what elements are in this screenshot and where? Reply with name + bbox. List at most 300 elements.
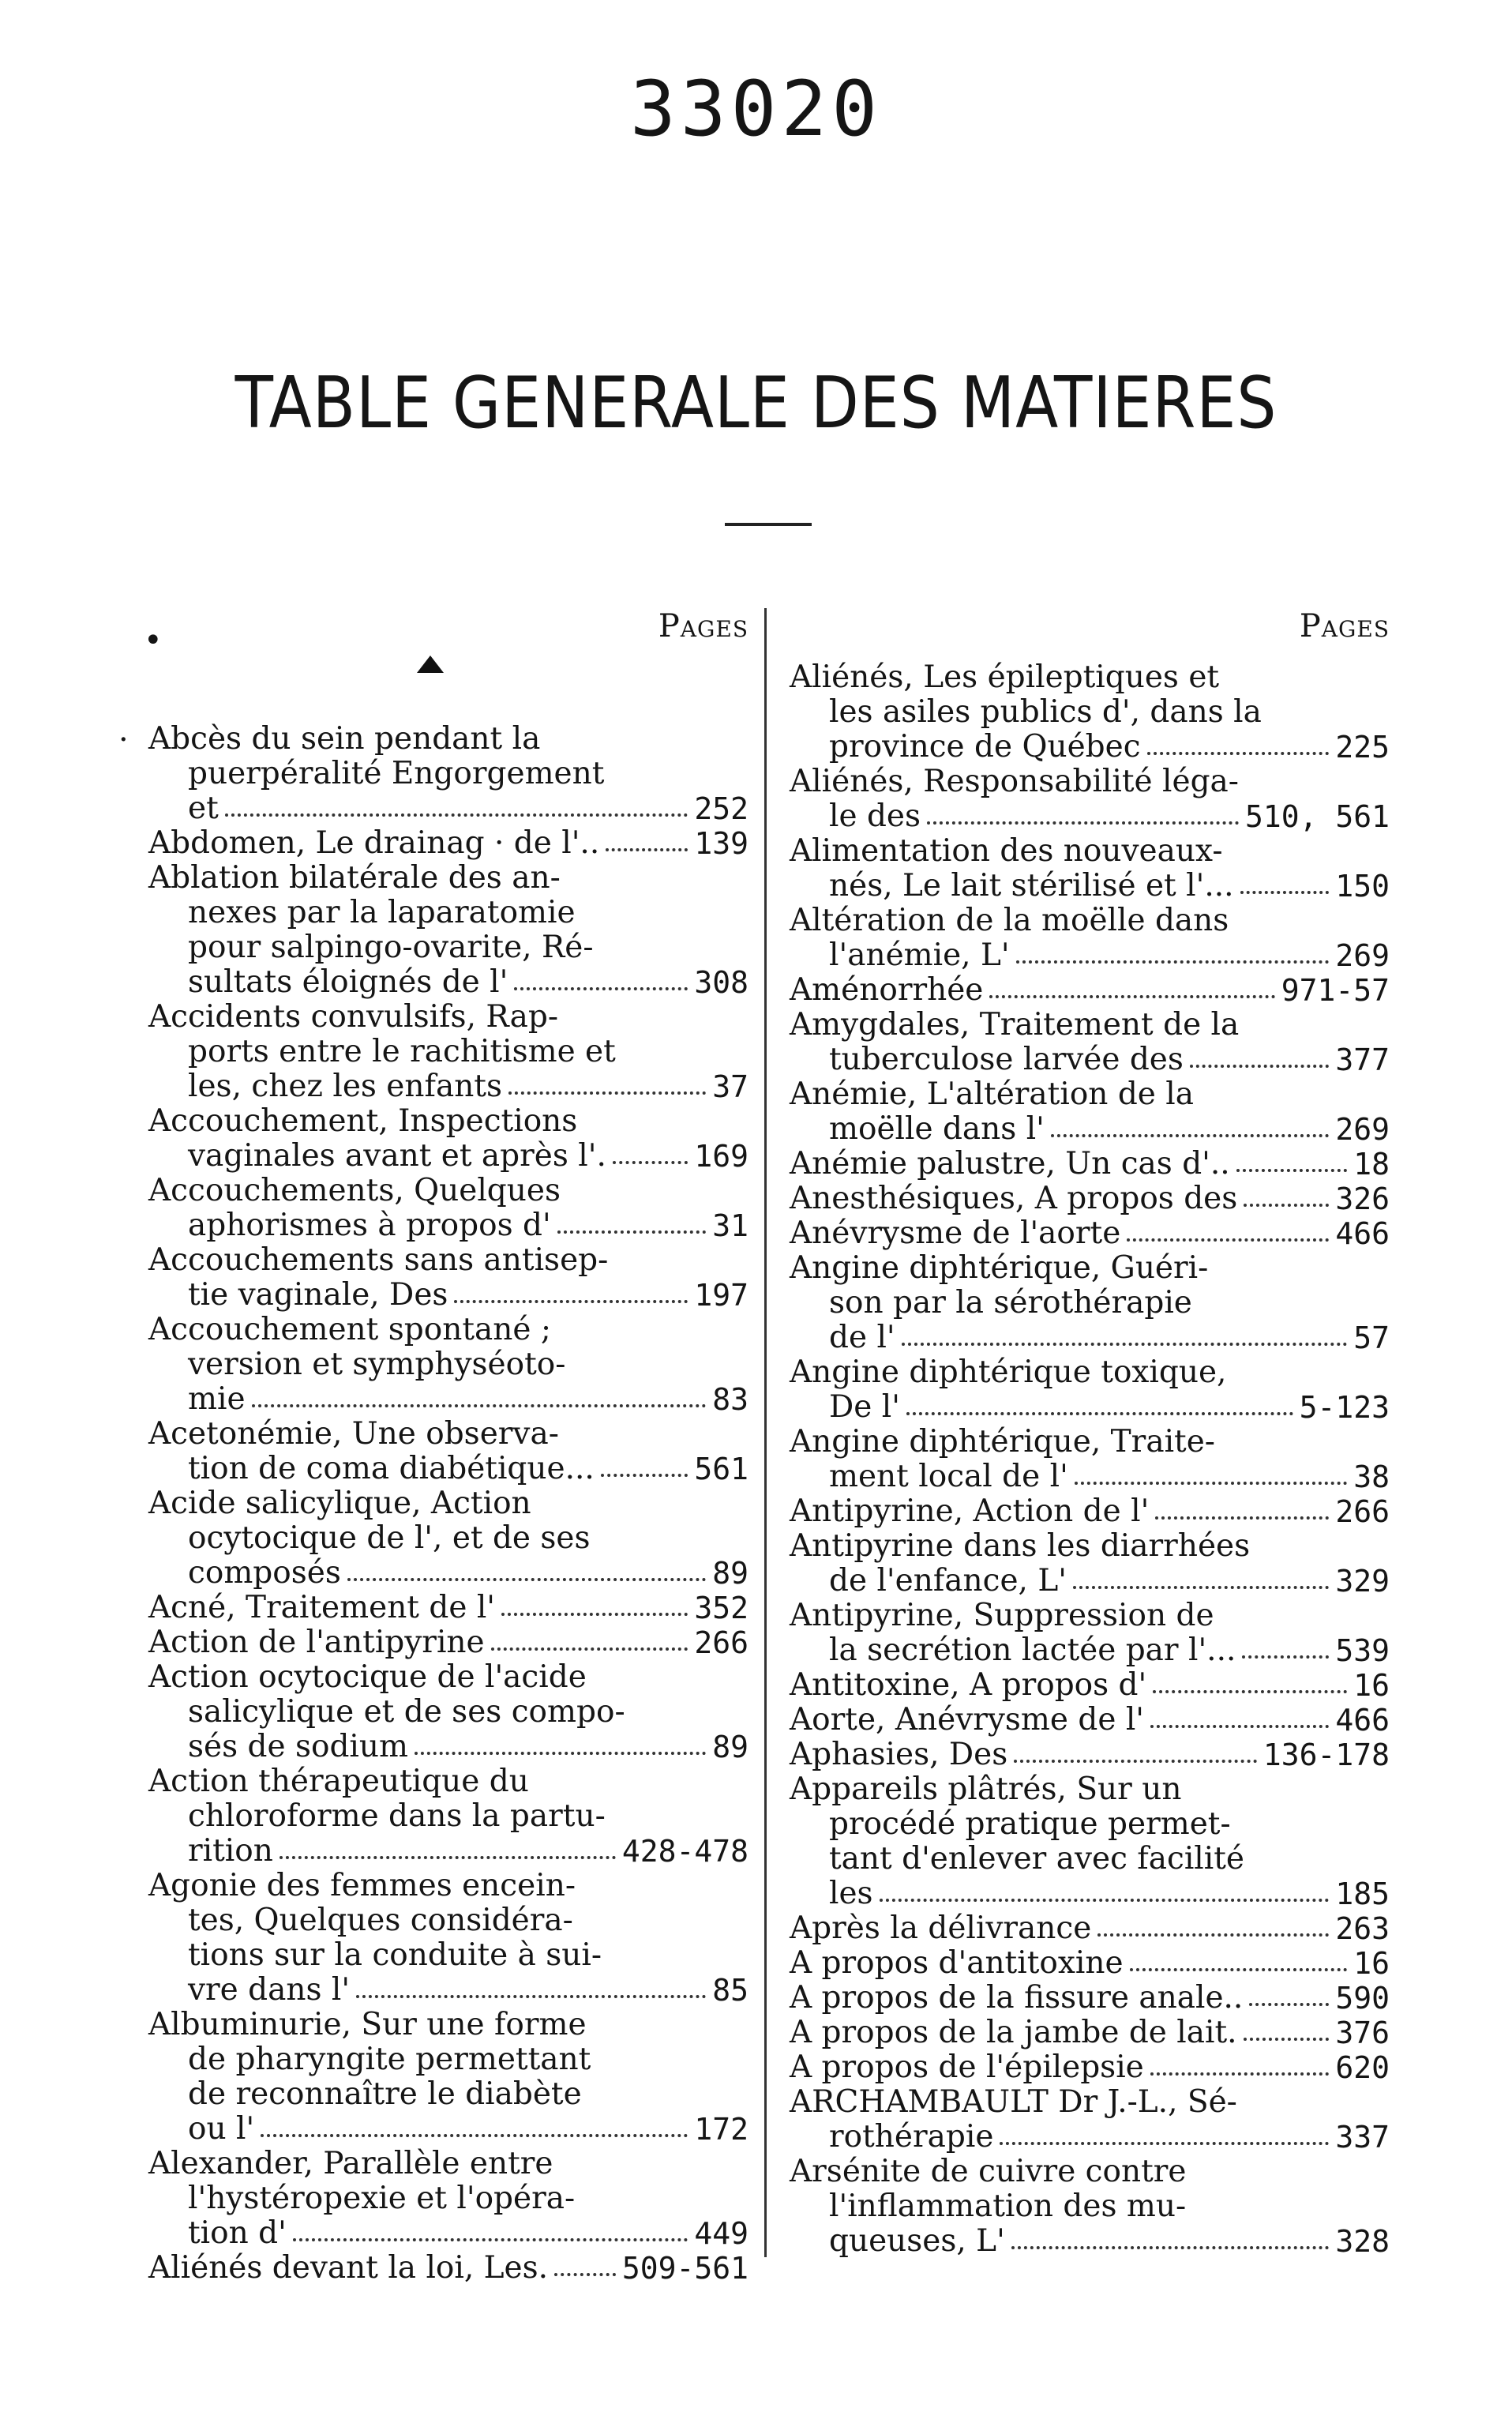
dot-leader: [1153, 1668, 1347, 1693]
page-number: 449: [694, 2216, 748, 2251]
index-entry: [790, 973, 1390, 1008]
entry-line: [148, 2147, 748, 2181]
dot-leader: [1155, 1494, 1329, 1520]
page-number: 466: [1335, 1703, 1390, 1738]
entry-line: [790, 1599, 1390, 1633]
entry-line: [790, 1668, 1390, 1703]
entry-text: salicylique et de ses compo-: [188, 1694, 625, 1730]
page-number: 466: [1335, 1216, 1390, 1251]
dot-leader: [1190, 1043, 1329, 1068]
index-entry: [790, 904, 1390, 973]
index-entry: [148, 2147, 748, 2251]
entry-line: [148, 722, 748, 757]
column-divider: [764, 608, 767, 2257]
page-number: 561: [694, 1452, 748, 1486]
index-entry: [148, 1313, 748, 1417]
page-number: 269: [1335, 1112, 1390, 1147]
entry-text: tion de coma diabétique...: [188, 1451, 595, 1486]
entry-line: [148, 791, 748, 826]
entry-text: rition: [188, 1833, 273, 1869]
entry-text: Altération de la moëlle dans: [790, 903, 1229, 938]
entry-text: puerpéralité Engorgement: [188, 756, 605, 791]
entry-text: tie vaginale, Des: [188, 1277, 448, 1313]
dot-leader: [989, 973, 1274, 998]
dot-leader: [902, 1321, 1348, 1346]
entry-line: [790, 660, 1390, 695]
index-entry: [790, 834, 1390, 904]
page-number: 169: [694, 1139, 748, 1174]
entry-line: [148, 1452, 748, 1486]
entry-text: Acetonémie, Une observa-: [148, 1416, 559, 1452]
entry-text: Acné, Traitement de l': [148, 1590, 496, 1625]
dot-leader: [501, 1591, 688, 1616]
entry-line: [790, 834, 1390, 869]
entry-text: tes, Quelques considéra-: [188, 1903, 573, 1938]
entry-text: Anémie palustre, Un cas d'..: [790, 1146, 1230, 1182]
entry-line: [148, 2216, 748, 2251]
entry-line: [148, 1521, 748, 1556]
entry-text: Action ocytocique de l'acide: [148, 1659, 587, 1695]
entry-text: De l': [829, 1389, 900, 1425]
dot-leader: [356, 1973, 706, 1998]
entry-line: [790, 1981, 1390, 2016]
entry-text: Accouchement spontané ;: [148, 1312, 551, 1347]
entry-line: [790, 1807, 1390, 1842]
entry-line: [790, 2085, 1390, 2120]
entry-line: [790, 1633, 1390, 1668]
entry-line: [790, 1529, 1390, 1564]
entry-line: [790, 1077, 1390, 1112]
dot-leader: [1075, 1460, 1347, 1485]
entry-line: [790, 1043, 1390, 1077]
entry-text: vre dans l': [188, 1972, 351, 2008]
page-number: 89: [712, 1556, 748, 1591]
dot-leader: [1240, 869, 1330, 894]
entry-text: de pharyngite permettant: [188, 2042, 591, 2077]
entry-line: [148, 757, 748, 791]
entry-text: moëlle dans l': [829, 1111, 1045, 1147]
entry-line: [790, 2155, 1390, 2189]
entry-text: Antipyrine, Action de l': [790, 1493, 1150, 1529]
index-entry: [790, 1077, 1390, 1147]
entry-line: [148, 1660, 748, 1695]
entry-text: A propos de la jambe de lait.: [790, 2015, 1237, 2050]
entry-line: [790, 1842, 1390, 1877]
left-column: [118, 608, 748, 2286]
page-number: 197: [694, 1278, 748, 1313]
index-entry: [790, 2155, 1390, 2259]
entry-text: sés de sodium: [188, 1729, 408, 1764]
index-entry: [790, 1529, 1390, 1599]
dot-leader: [1051, 1112, 1329, 1137]
index-entry: [790, 1425, 1390, 1494]
dot-leader: [1236, 1147, 1348, 1172]
entry-text: Antipyrine dans les diarrhées: [790, 1528, 1251, 1564]
entry-text: A propos de l'épilepsie: [790, 2049, 1144, 2085]
entry-text: les asiles publics d', dans la: [829, 694, 1262, 730]
page-number: 376: [1335, 2016, 1390, 2050]
entry-text: Alimentation des nouveaux-: [790, 833, 1223, 869]
entry-text: ARCHAMBAULT Dr J.-L., Sé-: [790, 2084, 1237, 2120]
index-entry: [790, 2050, 1390, 2085]
index-entry: [148, 1000, 748, 1104]
dot-leader: [280, 1834, 616, 1859]
dot-leader: [557, 1208, 707, 1234]
index-entry: [790, 660, 1390, 765]
title-rule: [725, 523, 812, 526]
entry-line: [790, 1182, 1390, 1216]
page-number: 139: [694, 826, 748, 861]
dot-leader: [1249, 1981, 1329, 2006]
entry-text: Accouchements sans antisep-: [148, 1242, 609, 1278]
stray-dot-mark: •: [144, 622, 163, 659]
entry-line: [148, 1695, 748, 1730]
index-entry: [790, 1911, 1390, 1946]
entry-line: [148, 1591, 748, 1625]
entry-line: [148, 1035, 748, 1069]
page-number: 85: [712, 1973, 748, 2008]
entry-text: le des: [829, 798, 921, 834]
entry-text: Aménorrhée: [790, 972, 984, 1008]
index-entry: [790, 1147, 1390, 1182]
index-entry: [790, 1981, 1390, 2016]
entry-text: Accidents convulsifs, Rap-: [148, 999, 559, 1035]
entry-text: Action thérapeutique du: [148, 1764, 529, 1799]
entry-line: [790, 1147, 1390, 1182]
dot-leader: [1073, 1564, 1329, 1589]
entry-text: tant d'enlever avec facilité: [829, 1841, 1245, 1877]
entry-text: Appareils plâtrés, Sur un: [790, 1771, 1182, 1807]
page-number: 590: [1335, 1981, 1390, 2016]
entry-text: Albuminurie, Sur une forme: [148, 2007, 587, 2042]
entry-line: [148, 1799, 748, 1834]
page-number: 510, 561: [1244, 799, 1390, 834]
entry-line: [148, 1139, 748, 1174]
entry-line: [790, 730, 1390, 765]
dot-leader: [261, 2112, 688, 2137]
index-entry: [790, 1946, 1390, 1981]
index-entry: [790, 1738, 1390, 1772]
page-number: 377: [1335, 1043, 1390, 1077]
page-number: 225: [1335, 730, 1390, 765]
index-entry: [790, 1772, 1390, 1911]
entry-text: A propos d'antitoxine: [790, 1945, 1124, 1981]
page-number: 38: [1353, 1460, 1390, 1494]
entry-text: Arsénite de cuivre contre: [790, 2154, 1187, 2189]
entry-text: chloroforme dans la partu-: [188, 1798, 606, 1834]
entry-line: [790, 1286, 1390, 1321]
entry-line: [790, 938, 1390, 973]
entry-text: l'anémie, L': [829, 937, 1010, 973]
page-number: 89: [712, 1730, 748, 1764]
entry-text: nexes par la laparatomie: [188, 895, 576, 930]
index-entry: [148, 722, 748, 826]
page-number: 266: [1335, 1494, 1390, 1529]
entry-line: [148, 1730, 748, 1764]
entry-line: [790, 1390, 1390, 1425]
entry-text: ou l': [188, 2111, 255, 2147]
dot-leader: [491, 1625, 688, 1651]
entry-text: ment local de l': [829, 1459, 1068, 1494]
pages-header-left: Pages: [658, 608, 748, 644]
entry-line: [148, 1764, 748, 1799]
entry-line: [148, 861, 748, 896]
entry-text: Aliénés, Les épileptiques et: [790, 659, 1220, 695]
entry-line: [790, 799, 1390, 834]
entry-text: de l'enfance, L': [829, 1563, 1067, 1599]
index-entry: [148, 2251, 748, 2286]
dot-leader: [514, 965, 688, 990]
entry-line: [148, 826, 748, 861]
entry-text: les: [829, 1876, 873, 1911]
entry-line: [148, 1347, 748, 1382]
page-number: 269: [1335, 938, 1390, 973]
entry-line: [148, 2077, 748, 2112]
page-number: 539: [1335, 1633, 1390, 1668]
dot-leader: [1014, 1738, 1257, 1763]
dot-leader: [1150, 2050, 1330, 2076]
index-entry: [790, 1216, 1390, 1251]
entry-text: Agonie des femmes encein-: [148, 1868, 576, 1903]
page-number: 263: [1335, 1911, 1390, 1946]
entry-line: [790, 1460, 1390, 1494]
entry-line: [790, 1251, 1390, 1286]
page-number: 5-123: [1299, 1390, 1390, 1425]
entry-line: [148, 1278, 748, 1313]
pages-header-right: Pages: [1299, 608, 1390, 644]
page-number: 136-178: [1263, 1738, 1390, 1772]
page-number: 172: [694, 2112, 748, 2147]
dot-leader: [606, 826, 688, 851]
entry-text: Anesthésiques, A propos des: [790, 1181, 1238, 1216]
entry-line: [148, 2008, 748, 2042]
page-number: 266: [694, 1625, 748, 1660]
entry-line: [148, 1973, 748, 2008]
entry-text: version et symphyséoto-: [188, 1347, 566, 1382]
entry-line: [148, 1869, 748, 1903]
index-entry: [148, 1243, 748, 1313]
entry-list-left: [148, 722, 748, 2286]
entry-line: [148, 1382, 748, 1417]
index-entry: [790, 1182, 1390, 1216]
entry-line: [148, 2251, 748, 2286]
entry-list-right: [790, 660, 1390, 2259]
entry-line: [148, 1000, 748, 1035]
dot-leader: [347, 1556, 706, 1581]
entry-line: [790, 1216, 1390, 1251]
entry-text: Angine diphtérique, Guéri-: [790, 1250, 1209, 1286]
dot-leader: [1244, 2016, 1330, 2041]
page-number: 326: [1335, 1182, 1390, 1216]
dot-leader: [454, 1278, 688, 1303]
entry-text: Accouchements, Quelques: [148, 1173, 561, 1208]
entry-text: vaginales avant et après l'.: [188, 1138, 606, 1174]
index-entry: [790, 1668, 1390, 1703]
entry-line: [790, 1911, 1390, 1946]
entry-text: ports entre le rachitisme et: [188, 1034, 616, 1069]
index-entry: [790, 2085, 1390, 2155]
index-entry: [148, 2008, 748, 2147]
dot-leader: [1127, 1216, 1329, 1242]
entry-line: [790, 1703, 1390, 1738]
page-number: 620: [1335, 2050, 1390, 2085]
index-entry: [148, 1104, 748, 1174]
page-number: 328: [1335, 2224, 1390, 2259]
entry-line: [790, 1321, 1390, 1355]
entry-text: Après la délivrance: [790, 1910, 1092, 1946]
entry-line: [790, 1355, 1390, 1390]
index-entry: [148, 1174, 748, 1243]
entry-line: [148, 965, 748, 1000]
entry-line: [790, 1494, 1390, 1529]
entry-line: [148, 1903, 748, 1938]
entry-line: [790, 1008, 1390, 1043]
entry-line: [790, 2050, 1390, 2085]
stray-dot-mark: ·: [118, 722, 129, 758]
page-number: 16: [1353, 1946, 1390, 1981]
index-entry: [790, 1008, 1390, 1077]
page-number: 31: [712, 1208, 748, 1243]
entry-text: province de Québec: [829, 729, 1141, 765]
entry-line: [148, 1104, 748, 1139]
dot-leader: [1000, 2120, 1329, 2145]
index-entry: [148, 1625, 748, 1660]
entry-text: Aphasies, Des: [790, 1737, 1008, 1772]
entry-line: [790, 1772, 1390, 1807]
page-number: 352: [694, 1591, 748, 1625]
entry-text: Antipyrine, Suppression de: [790, 1598, 1214, 1633]
entry-line: [148, 2181, 748, 2216]
entry-text: sultats éloignés de l': [188, 964, 508, 1000]
index-entry: [148, 1417, 748, 1486]
entry-text: son par la sérothérapie: [829, 1285, 1192, 1321]
dot-leader: [1242, 1633, 1329, 1659]
index-entry: [790, 1599, 1390, 1668]
dot-leader: [1016, 938, 1330, 964]
page-number: 337: [1335, 2120, 1390, 2155]
entry-line: [790, 765, 1390, 799]
entry-line: [148, 1486, 748, 1521]
page-number: 252: [694, 791, 748, 826]
index-entry: [148, 1869, 748, 2008]
index-entry: [148, 1591, 748, 1625]
page-number: 428-478: [621, 1834, 748, 1869]
entry-text: tions sur la conduite à sui-: [188, 1937, 602, 1973]
dot-leader: [880, 1877, 1330, 1902]
index-entry: [148, 1660, 748, 1764]
entry-text: de l': [829, 1320, 895, 1355]
entry-text: pour salpingo-ovarite, Ré-: [188, 930, 594, 965]
entry-text: Abdomen, Le drainag · de l'..: [148, 825, 600, 861]
entry-line: [148, 1556, 748, 1591]
page-number: 37: [712, 1069, 748, 1104]
entry-line: [790, 1564, 1390, 1599]
dot-leader: [225, 791, 688, 817]
entry-text: Ablation bilatérale des an-: [148, 860, 561, 896]
entry-text: tuberculose larvée des: [829, 1042, 1184, 1077]
entry-line: [148, 1069, 748, 1104]
entry-line: [790, 904, 1390, 938]
page-number: 18: [1353, 1147, 1390, 1182]
entry-line: [790, 1112, 1390, 1147]
dot-leader: [927, 799, 1239, 825]
index-entry: [148, 861, 748, 1000]
index-entry: [148, 826, 748, 861]
entry-text: Amygdales, Traitement de la: [790, 1007, 1240, 1043]
dot-leader: [293, 2216, 688, 2241]
entry-text: Angine diphtérique, Traite-: [790, 1424, 1215, 1460]
entry-text: Alexander, Parallèle entre: [148, 2146, 553, 2181]
entry-line: [790, 2120, 1390, 2155]
index-entry: [790, 1251, 1390, 1355]
entry-line: [148, 1208, 748, 1243]
dot-leader: [508, 1069, 706, 1095]
index-entry: [790, 1494, 1390, 1529]
entry-line: [148, 2112, 748, 2147]
entry-text: Aliénés, Responsabilité léga-: [790, 764, 1239, 799]
entry-text: ocytocique de l', et de ses: [188, 1520, 591, 1556]
entry-line: [790, 1877, 1390, 1911]
entry-text: et: [188, 791, 219, 826]
entry-line: [148, 1313, 748, 1347]
entry-text: procédé pratique permet-: [829, 1806, 1231, 1842]
entry-text: A propos de la fissure anale..: [790, 1980, 1244, 2016]
page-number: 308: [694, 965, 748, 1000]
entry-line: [790, 973, 1390, 1008]
dot-leader: [613, 1139, 688, 1164]
page-number: 150: [1335, 869, 1390, 904]
dot-leader: [554, 2251, 616, 2276]
page-number: 16: [1353, 1668, 1390, 1703]
entry-text: l'inflammation des mu-: [829, 2188, 1187, 2224]
dot-leader: [1244, 1182, 1329, 1207]
entry-line: [148, 1417, 748, 1452]
dot-leader: [1011, 2224, 1330, 2249]
entry-text: la secrétion lactée par l'...: [829, 1632, 1236, 1668]
page-number: 329: [1335, 1564, 1390, 1599]
entry-text: Antitoxine, A propos d': [790, 1667, 1147, 1703]
entry-line: [148, 1834, 748, 1869]
caret-mark: [417, 656, 444, 673]
entry-line: [148, 1625, 748, 1660]
index-entry: [148, 1764, 748, 1869]
entry-line: [148, 930, 748, 965]
page-number: 971-57: [1281, 973, 1390, 1008]
entry-text: Acide salicylique, Action: [148, 1486, 531, 1521]
entry-line: [790, 1946, 1390, 1981]
dot-leader: [1130, 1946, 1348, 1971]
dot-leader: [906, 1390, 1293, 1415]
page-number: 83: [712, 1382, 748, 1417]
entry-text: les, chez les enfants: [188, 1069, 502, 1104]
entry-line: [790, 2016, 1390, 2050]
entry-text: Anévrysme de l'aorte: [790, 1215, 1121, 1251]
entry-line: [790, 869, 1390, 904]
entry-text: queuses, L': [829, 2223, 1005, 2259]
entry-text: aphorismes à propos d': [188, 1208, 551, 1243]
dot-leader: [415, 1730, 706, 1755]
entry-text: l'hystéropexie et l'opéra-: [188, 2181, 576, 2216]
entry-text: de reconnaître le diabète: [188, 2076, 582, 2112]
page-number: 509-561: [621, 2251, 748, 2286]
dot-leader: [1147, 730, 1330, 755]
entry-line: [790, 2224, 1390, 2259]
entry-line: [790, 695, 1390, 730]
right-column: [790, 608, 1390, 2259]
dot-leader: [601, 1452, 688, 1477]
page-title: TABLE GENERALE DES MATIERES: [234, 362, 1278, 445]
index-entry: [790, 1355, 1390, 1425]
